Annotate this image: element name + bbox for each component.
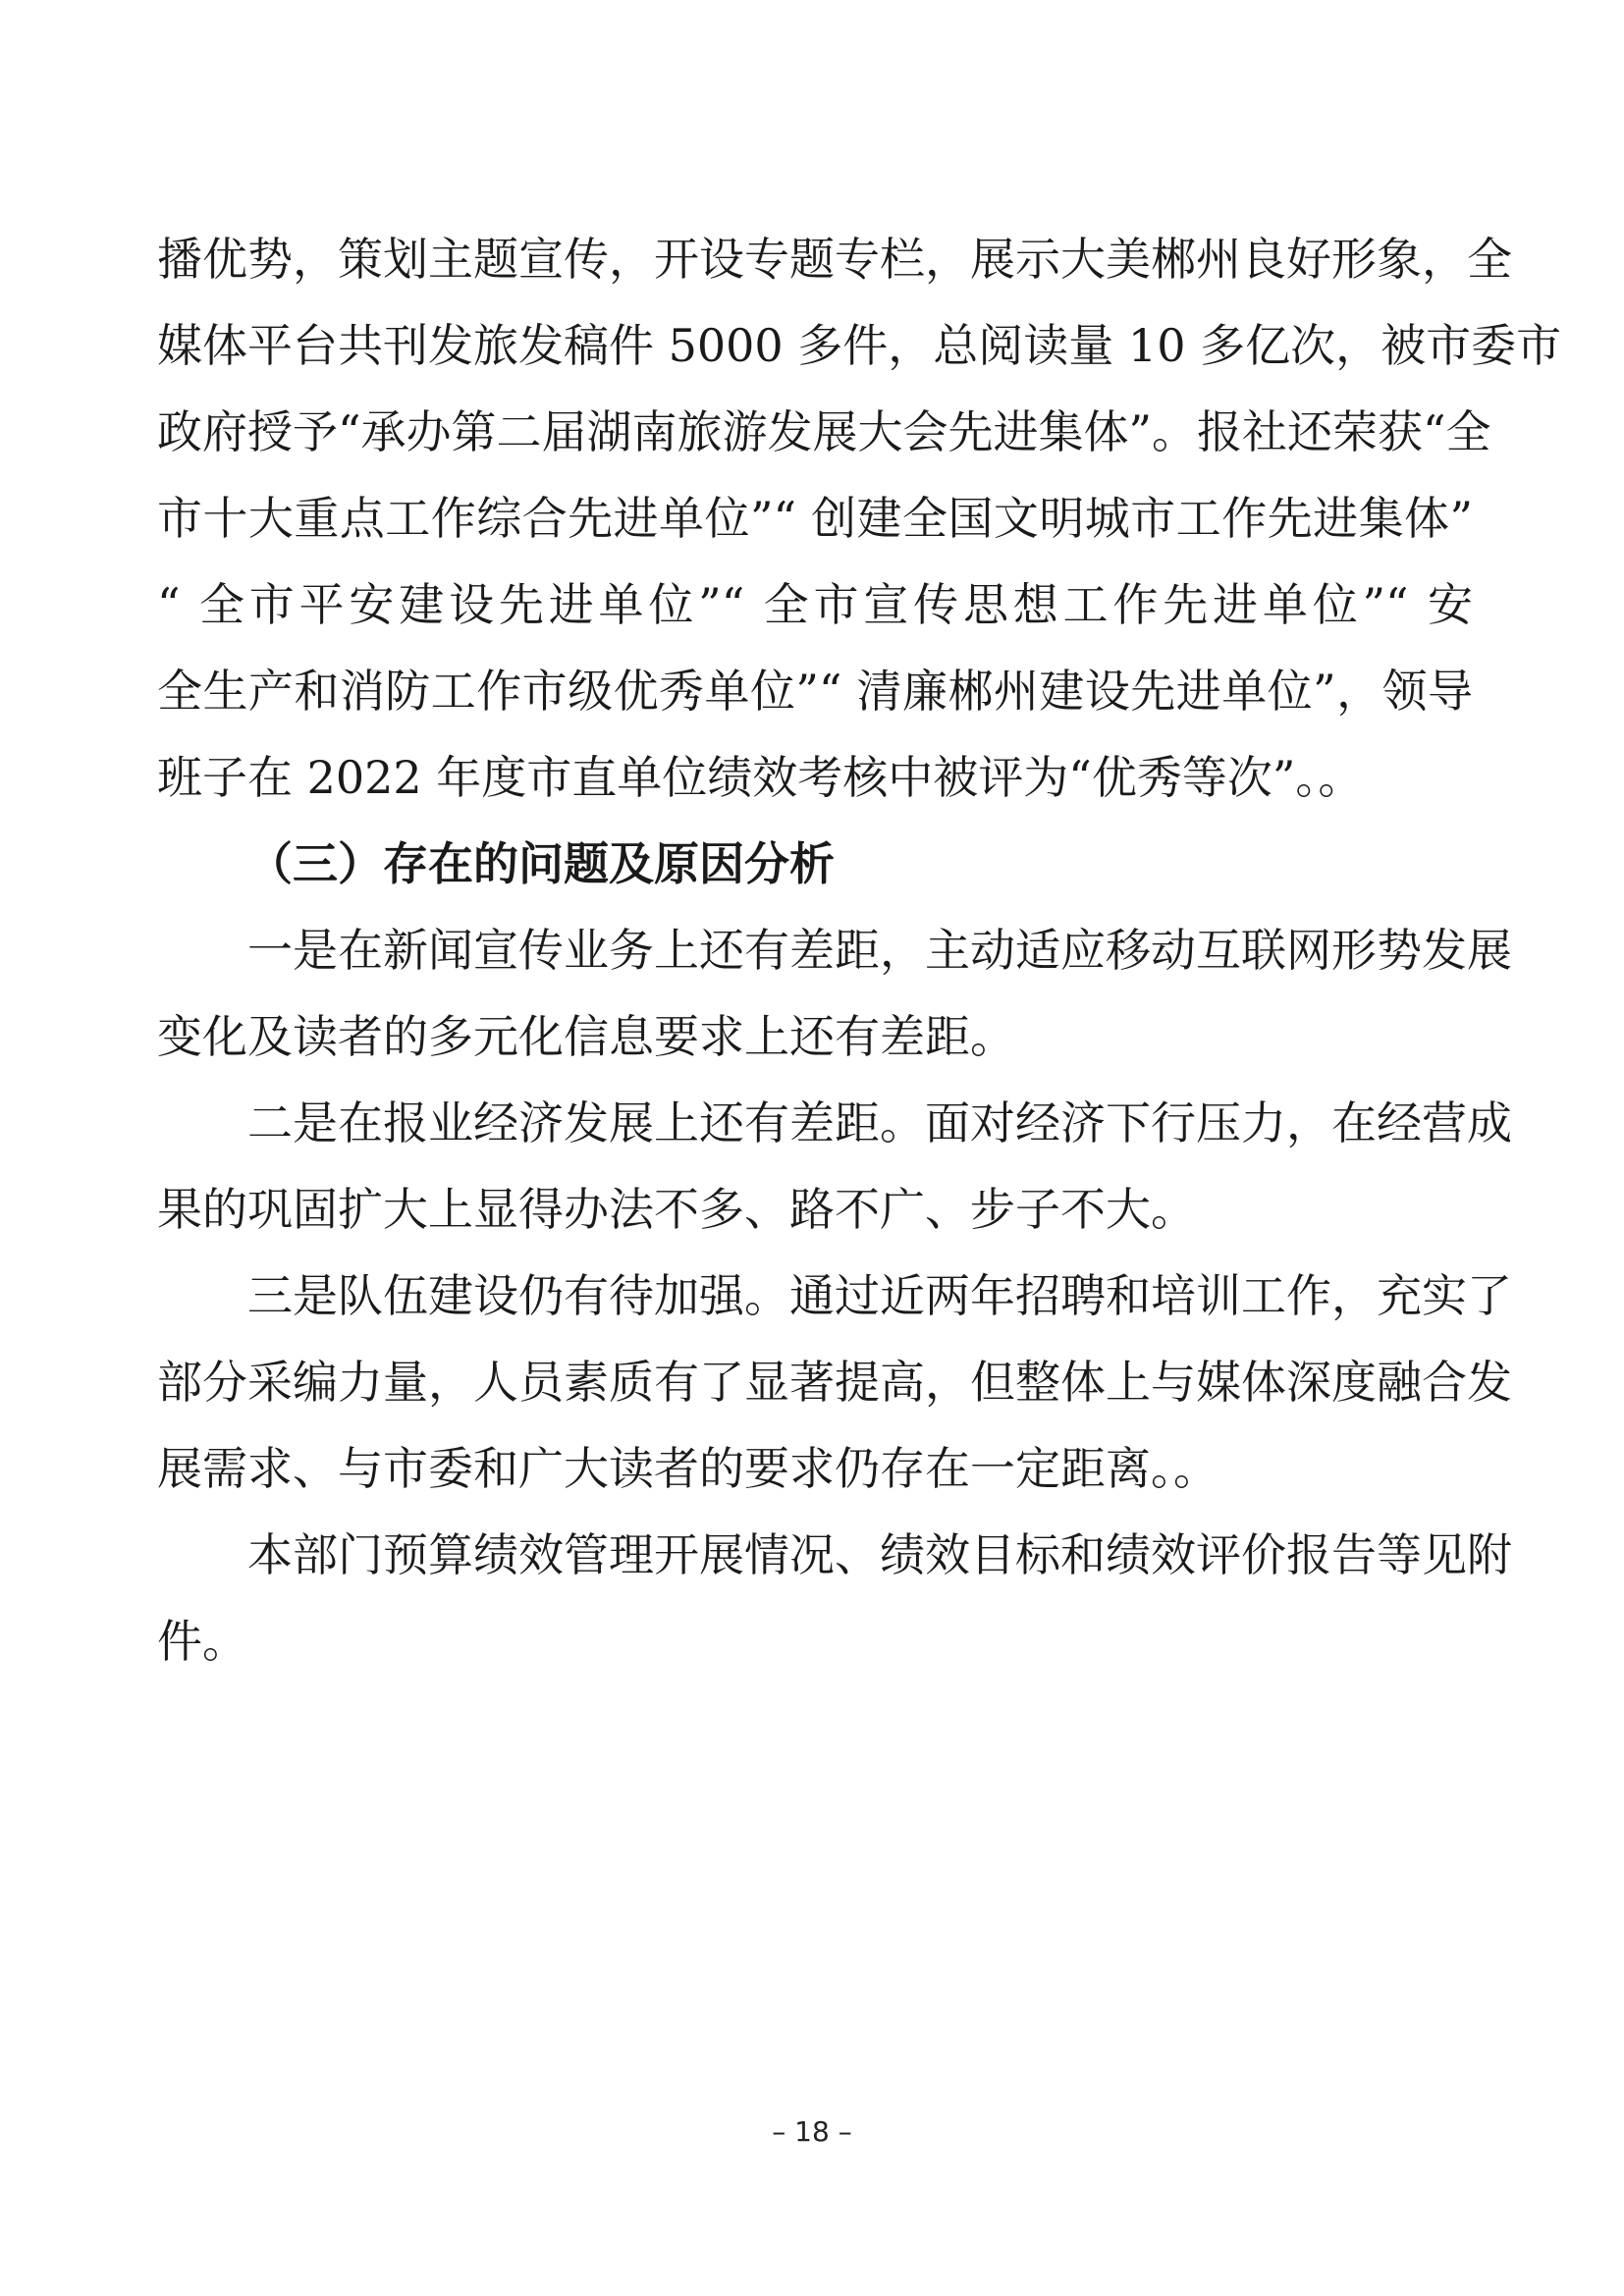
text-line: “ 全市平安建设先进单位”“ 全市宣传思想工作先进单位”“ 安 bbox=[157, 578, 1473, 631]
text-line: 部分采编力量，人员素质有了显著提高，但整体上与媒体深度融合发 bbox=[157, 1356, 1512, 1409]
section-heading: （三）存在的问题及原因分析 bbox=[247, 837, 835, 890]
paragraph-problem-three bbox=[157, 1253, 1512, 1512]
page-number: – 18 – bbox=[772, 2115, 852, 2148]
text-line: 政府授予“承办第二届湖南旅游发展大会先进集体”。报社还荣获“全 bbox=[157, 405, 1491, 458]
text-line: 一是在新闻宣传业务上还有差距，主动适应移动互联网形势发展 bbox=[247, 924, 1512, 977]
text-line: 二是在报业经济发展上还有差距。面对经济下行压力，在经营成 bbox=[247, 1096, 1512, 1149]
text-line: 媒体平台共刊发旅发稿件 5000 多件，总阅读量 10 多亿次，被市委市 bbox=[157, 319, 1562, 372]
text-line: 班子在 2022 年度市直单位绩效考核中被评为“优秀等次”。。 bbox=[157, 751, 1364, 804]
text-line: 本部门预算绩效管理开展情况、绩效目标和绩效评价报告等见附 bbox=[247, 1528, 1512, 1581]
paragraph-problem-two bbox=[157, 1080, 1512, 1253]
text-line: 展需求、与市委和广大读者的要求仍存在一定距离。。 bbox=[157, 1442, 1218, 1495]
paragraph-achievements bbox=[157, 216, 1562, 821]
text-line: 市十大重点工作综合先进单位”“ 创建全国文明城市工作先进集体” bbox=[157, 492, 1473, 545]
text-line: 变化及读者的多元化信息要求上还有差距。 bbox=[157, 1010, 1015, 1063]
paragraph-attachment-note bbox=[157, 1512, 1512, 1684]
text-line: 果的巩固扩大上显得办法不多、路不广、步子不大。 bbox=[157, 1183, 1196, 1236]
paragraph-problem-one bbox=[157, 907, 1512, 1080]
text-line: 播优势，策划主题宣传，开设专题专栏，展示大美郴州良好形象，全 bbox=[157, 233, 1512, 286]
text-line: 件。 bbox=[157, 1615, 247, 1668]
document-body bbox=[157, 216, 1562, 1684]
text-line: 全生产和消防工作市级优秀单位”“ 清廉郴州建设先进单位”，领导 bbox=[157, 665, 1473, 718]
text-line: 三是队伍建设仍有待加强。通过近两年招聘和培训工作，充实了 bbox=[247, 1269, 1512, 1322]
